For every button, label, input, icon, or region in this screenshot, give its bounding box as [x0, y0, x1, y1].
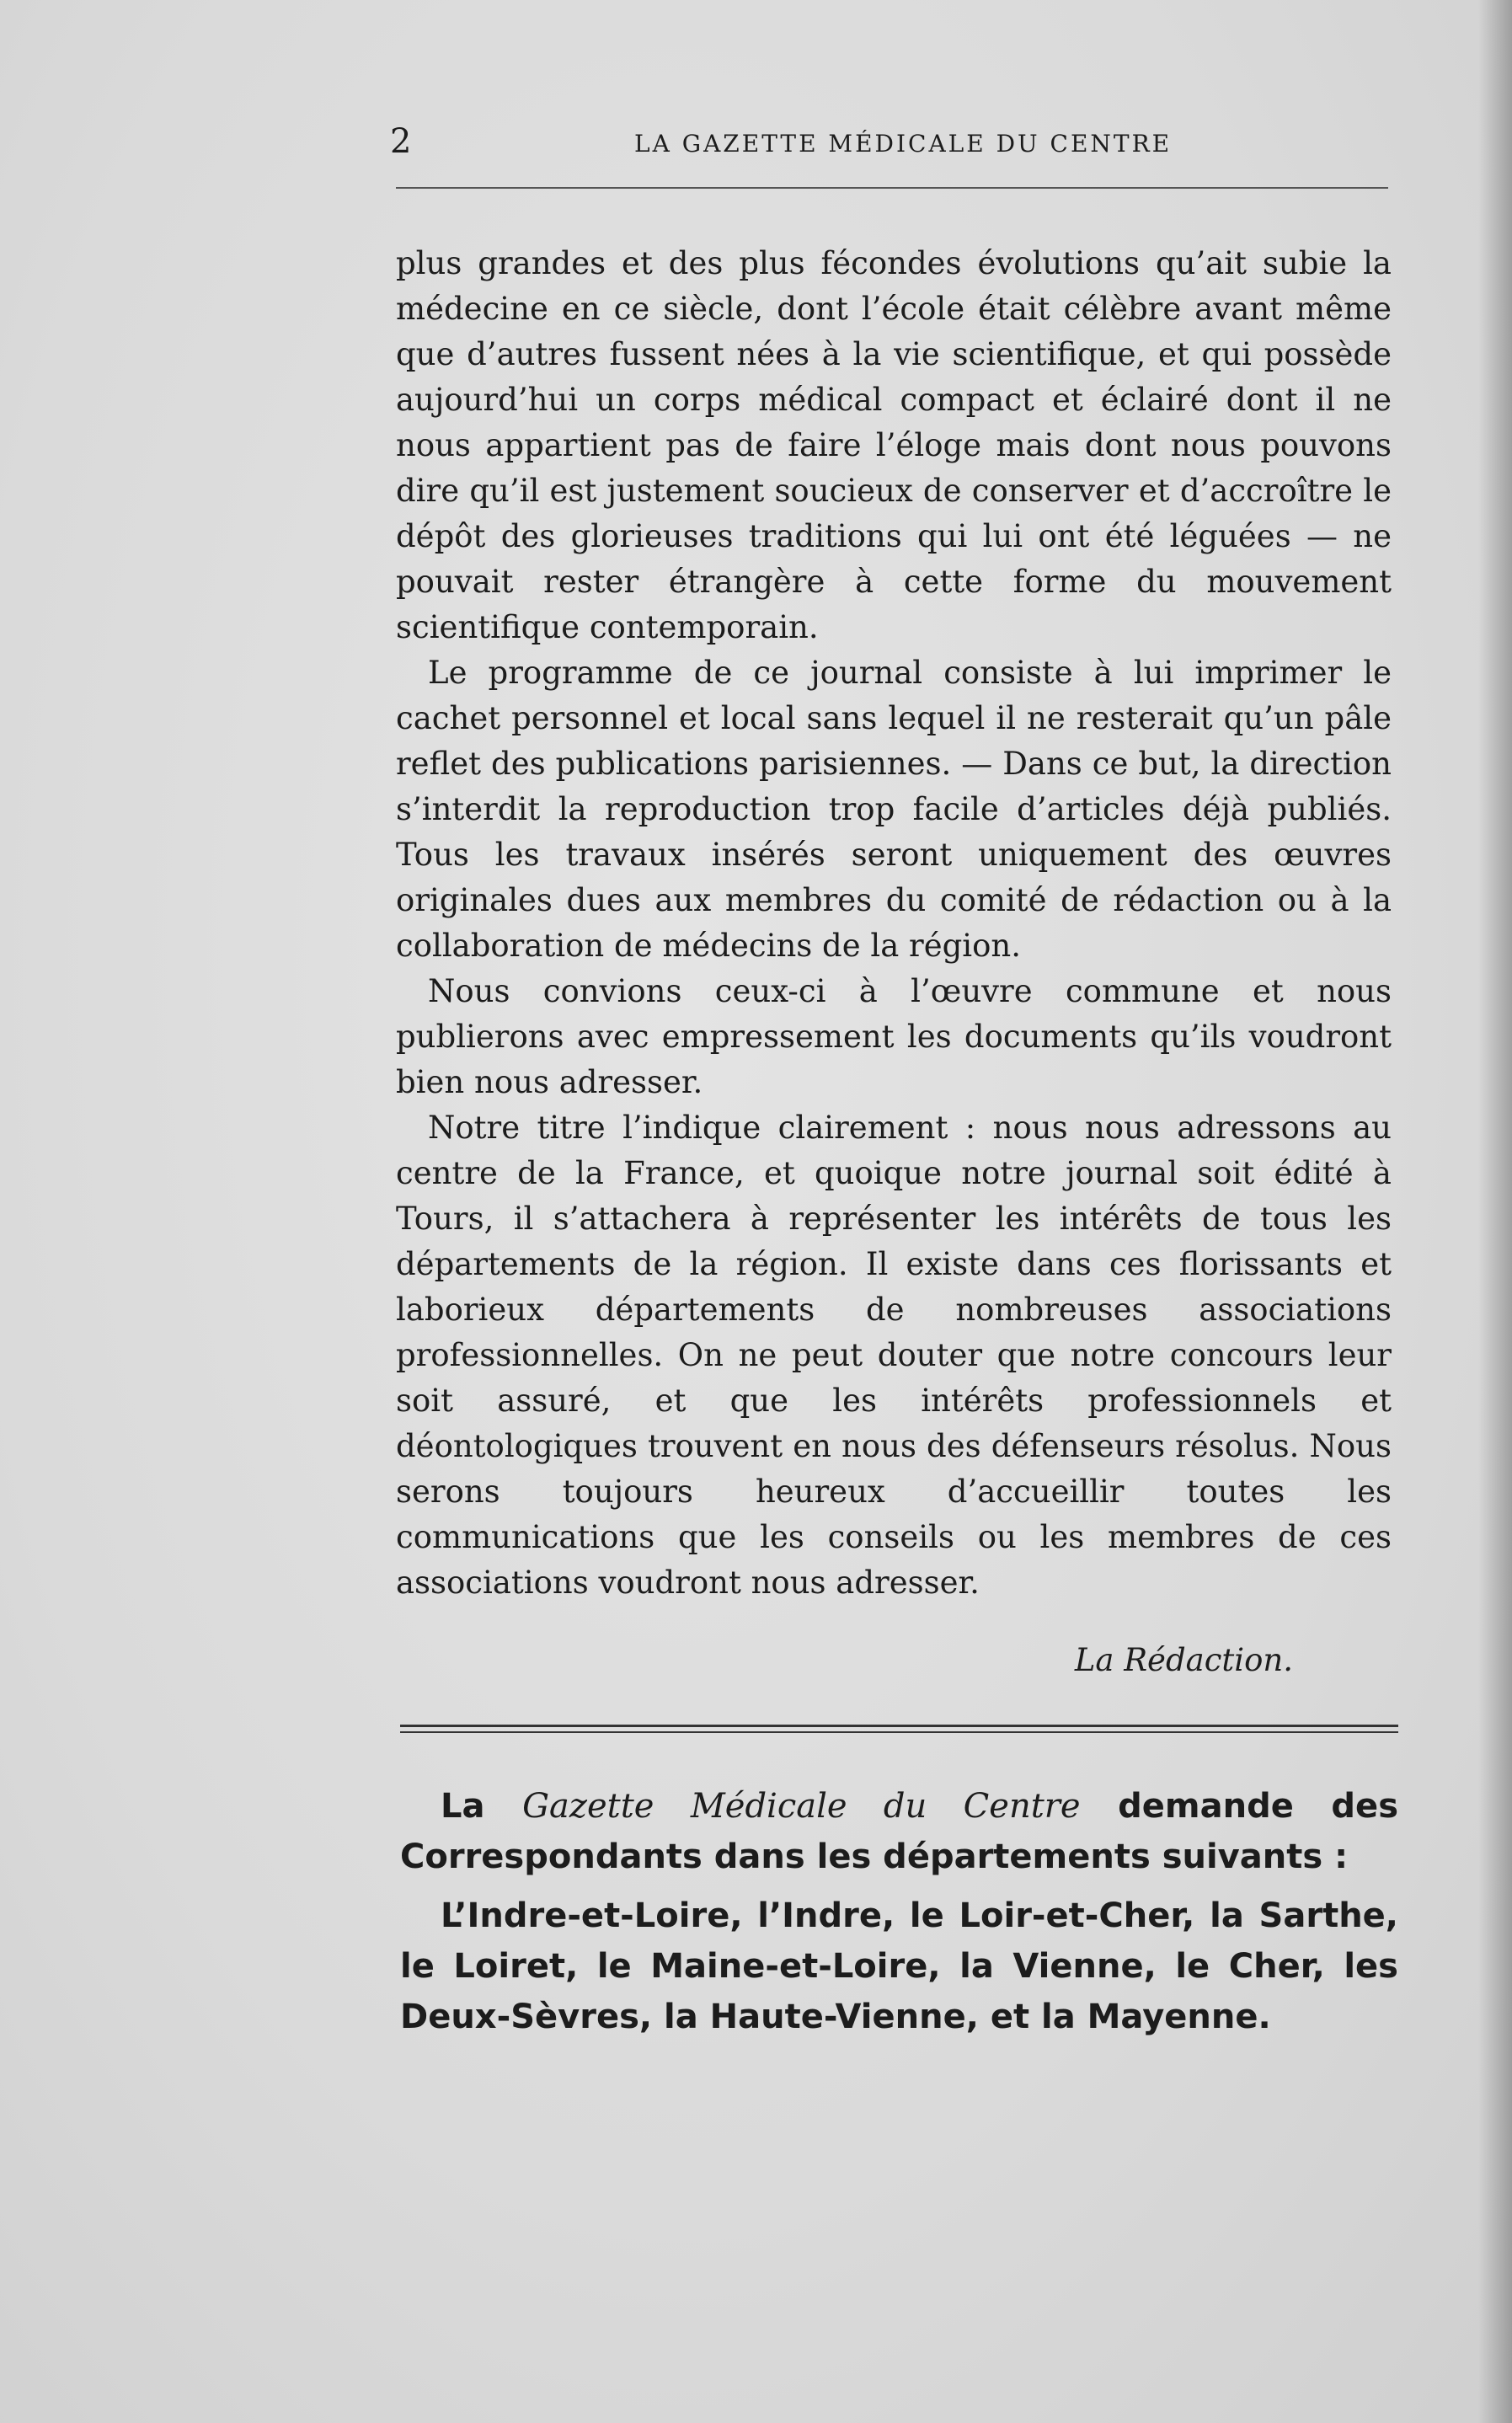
notice-request-text: demande des Correspondants dans les départements suivants : — [400, 1787, 1398, 1876]
notice-journal-title: Gazette Médicale du Centre — [522, 1787, 1081, 1826]
page-edge-shadow — [1478, 0, 1512, 2423]
running-title: LA GAZETTE MÉDICALE DU CENTRE — [634, 130, 1173, 158]
page-number: 2 — [390, 122, 412, 161]
paragraph-3: Nous convions ceux-ci à l’œuvre commune et nous publierons avec empressement les documents qu’ils voudront bien nous adresser. — [396, 973, 1392, 1100]
header-rule — [396, 187, 1388, 189]
notice-lead: La — [441, 1787, 485, 1826]
correspondents-notice — [400, 1781, 1398, 2042]
signature: La Rédaction. — [1074, 1642, 1293, 1678]
notice-departments: L’Indre-et-Loire, l’Indre, le Loir-et-Cher, la Sarthe, le Loiret, le Maine-et-Loire, la Vienne, le Cher, les Deux-Sèvres, la Haute-Vienne, et la Mayenne. — [400, 1896, 1398, 2036]
section-divider — [400, 1725, 1398, 1733]
page-header — [390, 116, 1388, 167]
paragraph-1: plus grandes et des plus fécondes évolutions qu’ait subie la médecine en ce siècle, dont l’école était célèbre avant même que d’autres fussent nées à la vie scientifique, et qui possède aujourd’hui un corps médical compact et éclairé dont il ne nous appartient pas de faire l’éloge mais dont nous pouvons dire qu’il est justement soucieux de conserver et d’accroître le dépôt des glorieuses traditions qui lui ont été léguées — ne pouvait rester étrangère à cette forme du mouvement scientifique contemporain. — [396, 245, 1392, 645]
paragraph-4: Notre titre l’indique clairement : nous nous adressons au centre de la France, et quoique notre journal soit édité à Tours, il s’attachera à représenter les intérêts de tous les départements de la région. Il existe dans ces florissants et laborieux départements de nombreuses associations professionnelles. On ne peut douter que notre concours leur soit assuré, et que les intérêts professionnels et déontologiques trouvent en nous des défenseurs résolus. Nous serons toujours heureux d’accueillir toutes les communications que les conseils ou les membres de ces associations voudront nous adresser. — [396, 1110, 1392, 1601]
article-body — [396, 241, 1392, 1606]
paragraph-2: Le programme de ce journal consiste à lui imprimer le cachet personnel et local sans lequel il ne resterait qu’un pâle reflet des publications parisiennes. — Dans ce but, la direction s’interdit la reproduction trop facile d’articles déjà publiés. Tous les travaux insérés seront uniquement des œuvres originales dues aux membres du comité de rédaction ou à la collaboration de médecins de la région. — [396, 655, 1392, 964]
notice-request — [400, 1781, 1398, 1882]
